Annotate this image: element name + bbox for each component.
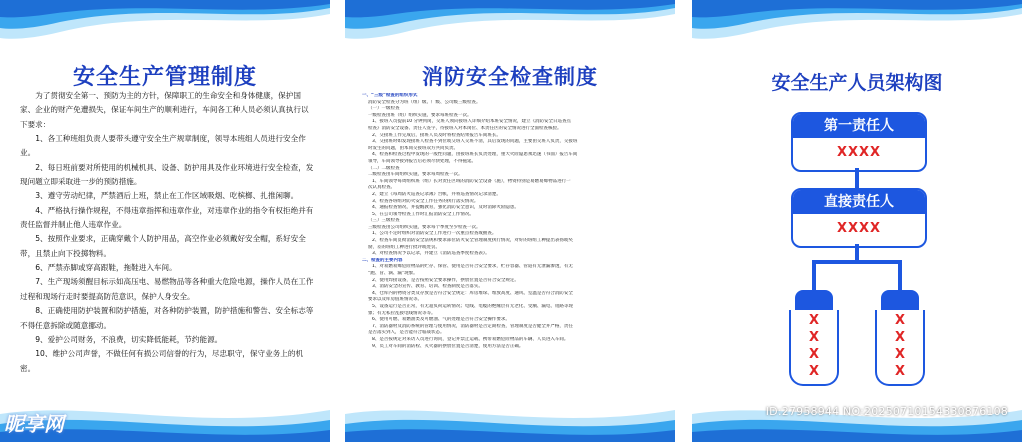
org-connector bbox=[812, 260, 816, 290]
inspection-line: 2、交接班工作完成后，接班人员及时将检查结果报告车间班长。 bbox=[372, 132, 501, 138]
member-name-char: X bbox=[894, 364, 906, 379]
panel-safety-production-rules bbox=[0, 0, 330, 442]
rule-paragraph: 3、遵守劳动纪律，严禁酒后上班，禁止在工作区域吸烟、吃槟榔、扎推闲聊。 bbox=[35, 191, 299, 201]
page-title: 消防安全检查制度 bbox=[422, 64, 598, 89]
rule-paragraph: 10、维护公司声誉，不做任何有损公司信誉的行为，尽忠职守，保守业务上的机密。 bbox=[20, 349, 304, 373]
page-title: 安全生产管理制度 bbox=[72, 64, 257, 90]
member-name-char: X bbox=[894, 313, 906, 328]
first-responsible-name: XXXX bbox=[836, 145, 882, 160]
rule-paragraph: 1、各工种班组负责人要带头遵守安全生产规章制度，领导本班组人员进行安全作业。 bbox=[20, 134, 306, 158]
top-wave-decoration bbox=[0, 0, 330, 60]
inspection-line: 6、使用可燃、易燃油类及可燃油、气的处理是否符合安全操作要求。 bbox=[372, 317, 510, 323]
page-title: 安全生产人员架构图 bbox=[771, 72, 943, 94]
member-cap bbox=[795, 290, 833, 312]
rule-paragraph: 4、严格执行操作规程，不得违章指挥和违章作业，对违章作业的指令有权拒绝并有责任监督并制止他人违章作业。 bbox=[20, 205, 314, 230]
member-name-char: X bbox=[808, 364, 820, 379]
inspection-text bbox=[362, 93, 662, 350]
rule-paragraph: 6、严禁赤脚或穿高跟鞋，拖鞋进入车间。 bbox=[35, 263, 177, 273]
first-responsible-box bbox=[791, 112, 927, 172]
inspection-line: 1、公司不定时组织对消防安全工作进行一次重点检查或抽查。 bbox=[372, 231, 497, 237]
inspection-line: 7、消防器材及消防系统的管理与使用情况，消防器材是否定期检查，管理制度是否健全并严格，责任 bbox=[372, 323, 573, 329]
org-connector bbox=[898, 260, 902, 290]
rule-paragraph: 7、生产现场须醒目标示如高压电、易燃物品等各种重大危险电源，操作人员在工作过程和现场行走时要提高防范意识，保护人身安全。 bbox=[20, 277, 314, 301]
rule-paragraph: 9、爱护公司财务，不浪费，切实降低能耗，节约能源。 bbox=[35, 334, 223, 344]
top-wave-decoration bbox=[345, 0, 675, 60]
inspection-line: 1、接班人员提前10 分钟到岗，交班人须向接班人详细介绍本班安全情况，建立《消防安全日巡查点 bbox=[372, 119, 572, 125]
rule-paragraph: 为了贯彻安全第一、预防为主的方针，保障职工的生命安全和身体健康，保护国家、企业的财产免遭损失，保证车间生产的顺利进行，车间各工种人员必须认真执行以下要求： bbox=[20, 91, 309, 129]
direct-responsible-box bbox=[791, 188, 927, 248]
panel-fire-inspection-rules bbox=[345, 0, 675, 442]
org-connector bbox=[855, 168, 859, 188]
first-responsible-role: 第一责任人 bbox=[793, 114, 925, 138]
inspection-line: 4、仓库内的物资分类及存放是否符合安全规定：库房堆垛、堆放高度、通风、室温是否符合消防安全 bbox=[372, 290, 573, 296]
inspection-line: 次认真检查。 bbox=[368, 185, 395, 191]
inspection-line: 2、建立《每周防火巡查记录簿》台帐，并将巡查情况记录清楚。 bbox=[372, 191, 501, 197]
inspection-line: 三级检查由公司组织实施，要求每个季度至少检查一次。 bbox=[368, 224, 481, 230]
inspection-line: （三）三级检查 bbox=[368, 218, 400, 224]
direct-responsible-name: XXXX bbox=[836, 221, 882, 236]
section-heading: 二、检查的主要内容 bbox=[362, 257, 403, 263]
inspection-line: 5、设备运行是否正常，有无超负荷运转情况；电线、电缆的绝缘层有无老化、受潮、漏电、短路等现 bbox=[372, 304, 573, 309]
member-name-char: X bbox=[808, 347, 820, 362]
rule-paragraph: 8、正确使用防护装置和防护措施，对各种防护装置，防护措施和警告、安全标志等不得任意拆除或随意挪动。 bbox=[20, 306, 314, 330]
member-box bbox=[789, 310, 839, 386]
member-name-char: X bbox=[808, 313, 820, 328]
member-cap bbox=[881, 290, 919, 312]
member-name-char: X bbox=[894, 330, 906, 345]
inspection-line: 3、检查各班组对防火安全工作任务的执行落实情况。 bbox=[372, 198, 479, 204]
member-box bbox=[875, 310, 925, 386]
inspection-line: 4、通报检查情况，并提醒教育，强化消防安全意识，及时消除火险隐患。 bbox=[372, 205, 519, 211]
rule-paragraph: 2、每日班前要对所使用的机械机具、设备、防护用具及作业环境进行安全检查，发现问题立即采取进一步的预防措施。 bbox=[20, 162, 314, 187]
inspection-line: 1、车间领导每周组织班（组）长对责任区域的消防安全设备（施），物资特别是易燃易爆物品进行一 bbox=[372, 178, 571, 184]
inspection-line: 3、对检查情况予以记录，并建立《消防巡查季度检查表》。 bbox=[372, 251, 490, 257]
inspection-line: 象；有无私拉乱接电线情况等等。 bbox=[368, 310, 436, 316]
inspection-line: 9、员工对车间的消防栓、灭火器的摆放位置是否清楚，使用方法是否正确。 bbox=[372, 343, 524, 349]
org-connector bbox=[812, 260, 902, 264]
inspection-line: 是否落实到人，是否能符合临战状态。 bbox=[368, 330, 445, 336]
section-heading: 一、“三级”检查的组织形式 bbox=[362, 93, 418, 98]
inspection-line: （二）二级检查 bbox=[368, 165, 400, 171]
direct-responsible-role: 直接责任人 bbox=[793, 190, 925, 214]
inspection-line: 消防安全检查分为班（组）级、厂级、公司级三级检查。 bbox=[368, 99, 481, 105]
bottom-wave-decoration bbox=[345, 392, 675, 442]
watermark-logo: 昵享网 bbox=[4, 412, 64, 436]
member-name-char: X bbox=[808, 330, 820, 345]
inspection-line: （一）一级检查 bbox=[368, 106, 400, 112]
inspection-line: 一级检查由班（组）组织实施，要求每班检查一次。 bbox=[368, 112, 472, 118]
rule-paragraph: 5、按照作业要求，正确穿戴个人防护用品，高空作业必须戴好安全帽，系好安全带，且禁止向下投掷物料。 bbox=[20, 234, 306, 258]
inspection-line: 二级检查由车间组织实施，要求每周检查一次。 bbox=[368, 172, 463, 178]
rules-text bbox=[20, 89, 316, 376]
inspection-line: 检查》消防安全设备、责任人签字，待接班人对本岗位、本责任区的安全情况进行全面检查核验。 bbox=[368, 125, 562, 131]
inspection-line: 5、在公司领导检查工作时汇报消防安全工作情况。 bbox=[372, 211, 474, 217]
inspection-line: 8、是否按规定对来访人员进行询问，登记并禁止运载、携带易燃危险物品的车辆、人员进入车间。 bbox=[372, 336, 569, 342]
member-name-char: X bbox=[894, 347, 906, 362]
inspection-line: 领导，车间领导接到报告后必须尽快处理，不得拖延。 bbox=[368, 158, 476, 164]
inspection-line: 1、对易燃易爆危险物品的贮存、保管、使用是否符合安全要求，贮存容器、管道有无泄漏渗透，有无 bbox=[372, 264, 573, 270]
inspection-line: 2、使用焊接设备，是否按照安全要求操作，摆放位置是否符合安全规定。 bbox=[372, 277, 519, 283]
watermark-id: ID:27958944 NO:20250710154330876108 bbox=[765, 405, 1008, 418]
panel-org-chart bbox=[692, 0, 1022, 442]
inspection-line: 要求以及库房值班情况等。 bbox=[368, 297, 422, 303]
top-wave-decoration bbox=[692, 0, 1022, 60]
inspection-line: 3、消防安全的宣传、教育、培训、检查制度是否落实。 bbox=[372, 284, 483, 290]
inspection-line: 3、交接班时如发现接班人检查不到位或交班人交班不清，其后发现的问题，主要由交班人负责，交接班 bbox=[372, 139, 578, 145]
inspection-line: 2、检查车间贯彻消防安全法规和要求部位防火安全管理制度执行情况，对好的班组工种提出表扬或奖 bbox=[372, 238, 573, 244]
inspection-line: 4、检查和检查过程中发现的一般性问题，由接班班长负责处理，重大火险隐患须迅速（书面）报告车间 bbox=[372, 152, 578, 158]
inspection-line: 励，差的班组工种进行批评或处罚。 bbox=[368, 244, 440, 250]
inspection-line: “跑、冒、滴、漏”现象。 bbox=[368, 271, 418, 277]
inspection-line: 时发生的问题，由本岗交接班双方共同负责。 bbox=[368, 145, 458, 151]
